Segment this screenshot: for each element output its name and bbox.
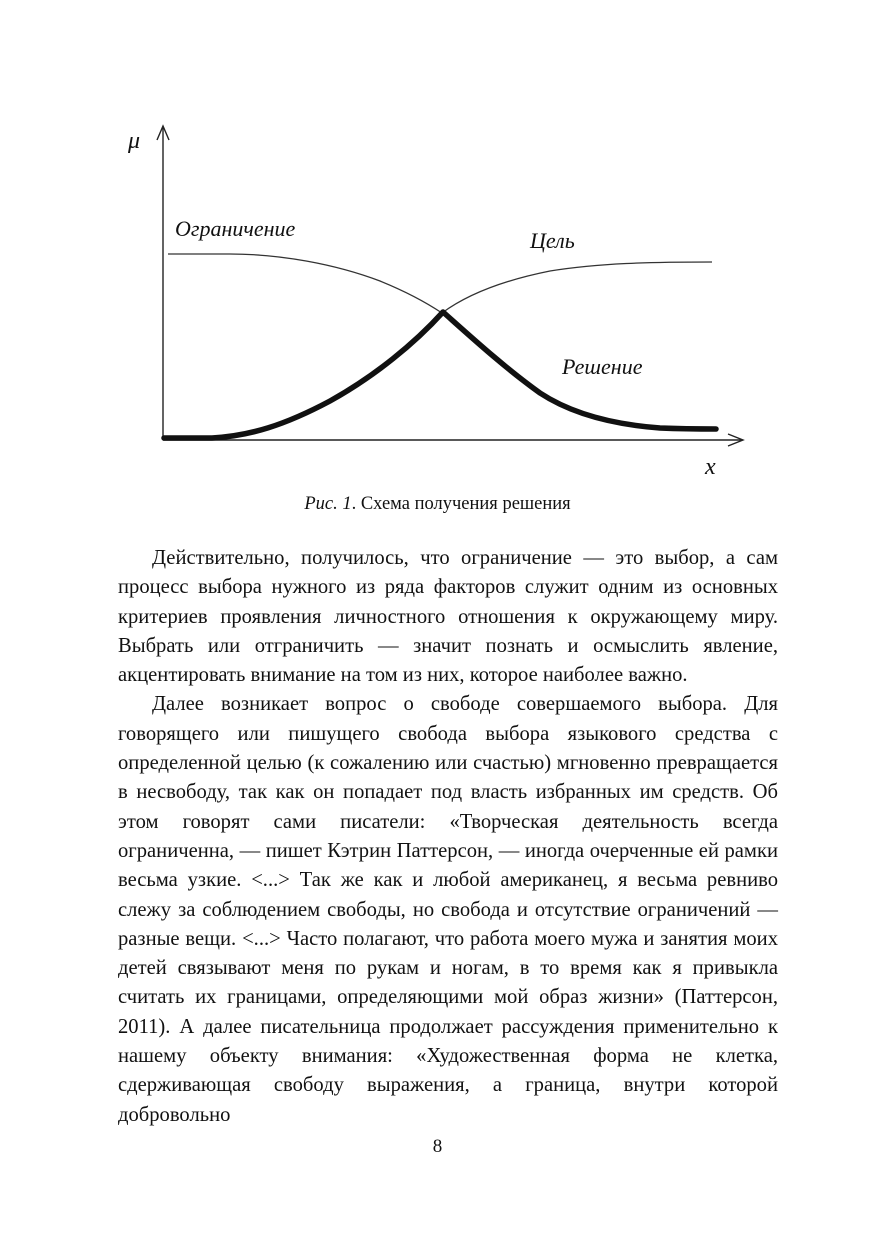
goal-label: Цель (530, 228, 575, 253)
decision-diagram (120, 118, 760, 488)
figure-caption-text: . Схема получения решения (351, 494, 571, 514)
decision-label: Решение (562, 354, 643, 379)
figure-caption (0, 494, 875, 515)
decision-diagram-svg (120, 118, 760, 488)
y-axis-label: μ (128, 128, 141, 154)
paragraph-1: Действительно, получилось, что ограничение — это выбор, а сам процесс выбора нужного из ряда факторов служит одним из основных критериев проявления личностного отношения к окружающему миру. Выбрать или отграничить — значит познать и осмыслить явление, акцентировать внимание на том из них, которое наиболее важно. (118, 547, 778, 687)
figure-caption-number: Рис. 1 (304, 494, 352, 514)
paragraph-2: Далее возникает вопрос о свободе совершаемого выбора. Для говорящего или пишущего свобода выбора языкового средства с определенной целью (к сожалению или счастью) мгновенно превращается в несвободу, так как он попадает под власть избранных им средств. Об этом говорят сами писатели: «Творческая деятельность всегда ограниченна, — пишет Кэтрин Паттерсон, — иногда очерченные ей рамки весьма узкие. <...> Так же как и любой американец, я весьма ревниво слежу за соблюдением свободы, но свобода и отсутствие ограничений — разные вещи. <...> Часто полагают, что работа моего мужа и занятия моих детей связывают меня по рукам и ногам, в то время как я привыкла считать их границами, определяющими мой образ жизни» (Паттерсон, 2011). А далее писательница продолжает рассуждения применительно к нашему объекту внимания: «Художественная форма не клетка, сдерживающая свободу выражения, а граница, внутри которой добровольно (118, 693, 778, 1126)
body-text (118, 544, 778, 1130)
goal-curve (442, 262, 712, 313)
constraint-label: Ограничение (175, 216, 296, 241)
x-axis-label: x (705, 454, 716, 480)
page-number: 8 (432, 1136, 443, 1157)
constraint-curve (168, 254, 442, 313)
